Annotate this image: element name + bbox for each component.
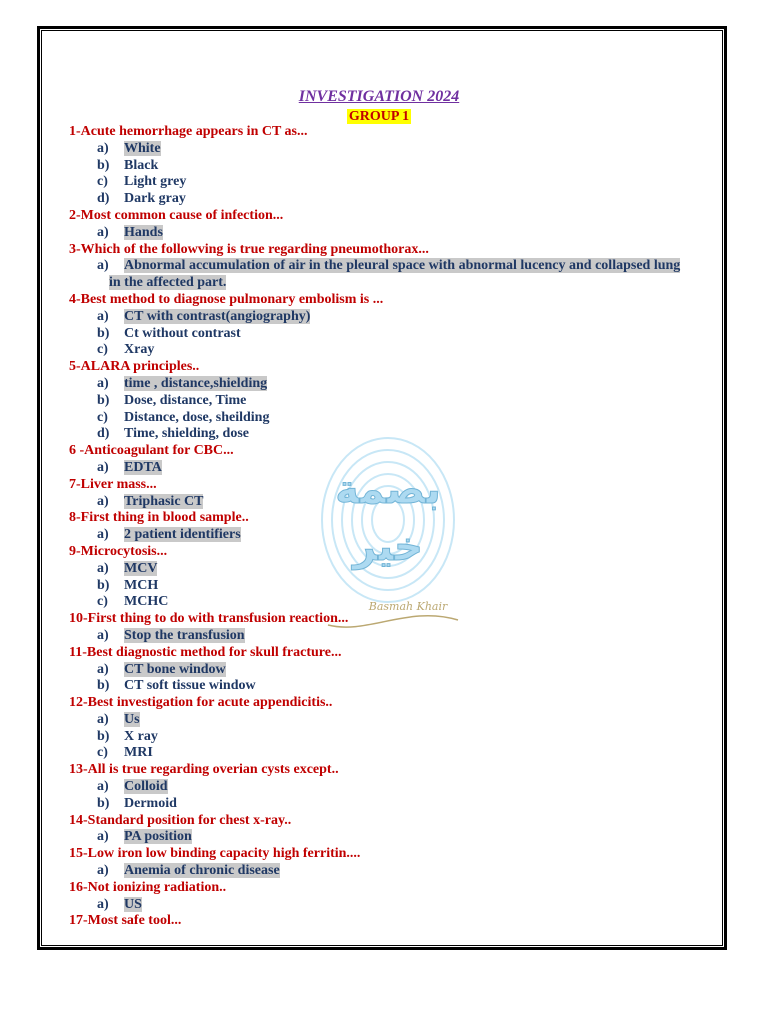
answer-option [69,628,689,645]
answer-option [69,779,689,796]
exam-content [69,87,689,930]
question-text: 2-Most common cause of infection... [69,207,284,223]
answer-option [69,897,689,914]
option-letter: b) [97,157,110,173]
correct-answer-text: Anemia of chronic disease [124,863,280,879]
answer-option [69,309,689,326]
option-letter: a) [97,711,109,727]
question-text: 7-Liver mass... [69,476,157,492]
question-text: 15-Low iron low binding capacity high ferritin.... [69,846,361,862]
option-letter: a) [97,627,109,643]
question-text: 3-Which of the followving is true regarding pneumothorax... [69,241,429,257]
option-letter: c) [97,342,108,358]
svg-text:Basmah Khair: Basmah Khair [368,600,448,613]
answer-option [69,342,689,359]
answer-option [69,578,689,595]
answer-option [69,678,689,695]
option-letter: b) [97,678,110,694]
answer-option [69,829,689,846]
answer-option [69,863,689,880]
question-text: 16-Not ionizing radiation.. [69,879,227,895]
option-letter: c) [97,745,108,761]
question-text: 6 -Anticoagulant for CBC... [69,443,234,459]
answer-option [69,796,689,813]
option-text: MCH [124,577,159,593]
option-letter: a) [97,661,109,677]
option-text: Distance, dose, sheilding [124,409,270,425]
correct-answer-text: PA position [124,829,192,845]
answer-option [69,410,689,427]
question-text: 13-All is true regarding overian cysts except.. [69,762,339,778]
answer-option [69,745,689,762]
option-letter: d) [97,191,110,207]
correct-answer-text: US [124,896,142,912]
option-text: Light grey [124,174,187,190]
option-letter: c) [97,594,108,610]
answer-option [69,712,689,729]
correct-answer-text: Colloid [124,779,168,795]
correct-answer-text: Stop the transfusion [124,627,245,643]
answer-option [69,460,689,477]
question-text: 11-Best diagnostic method for skull fracture... [69,644,342,660]
question-text: 1-Acute hemorrhage appears in CT as... [69,124,308,139]
question-text: 5-ALARA principles.. [69,359,200,375]
answer-option [69,561,689,578]
svg-text:بصمة: بصمة [335,467,441,513]
option-letter: a) [97,863,109,879]
answer-option [69,225,689,242]
option-letter: b) [97,325,110,341]
option-letter: a) [97,459,109,475]
answer-option [69,729,689,746]
answer-option [69,426,689,443]
option-text: X ray [124,728,158,744]
option-text: Time, shielding, dose [124,426,249,442]
correct-answer-text: Hands [124,224,163,240]
option-letter: a) [97,308,109,324]
option-letter: b) [97,577,110,593]
answer-option [69,174,689,191]
answer-option [69,376,689,393]
option-text: Dark gray [124,191,186,207]
option-letter: a) [97,224,109,240]
answer-option [69,594,689,611]
group-label-text: GROUP 1 [348,109,410,124]
group-label [69,107,689,124]
svg-text:خير: خير [352,524,424,570]
option-text: Ct without contrast [124,325,241,341]
correct-answer-text: MCV [124,560,158,576]
answer-option [69,527,689,544]
option-letter: b) [97,795,110,811]
option-letter: c) [97,174,108,190]
option-letter: a) [97,896,109,912]
correct-answer-text: CT with contrast(angiography) [124,308,311,324]
option-letter: a) [97,829,109,845]
answer-option [69,494,689,511]
answer-option [69,258,689,292]
answer-option [69,141,689,158]
question-text: 17-Most safe tool... [69,913,182,929]
question-text: 12-Best investigation for acute appendicitis.. [69,695,333,711]
correct-answer-text: EDTA [124,459,162,475]
option-text: CT soft tissue window [124,678,256,694]
question-text: 9-Microcytosis... [69,543,168,559]
document-title: INVESTIGATION 2024 [298,88,460,105]
correct-answer-text: 2 patient identifiers [124,527,241,543]
question-text: 10-First thing to do with transfusion reaction... [69,611,349,627]
option-letter: a) [97,493,109,509]
option-letter: a) [97,560,109,576]
question-text: 8-First thing in blood sample.. [69,510,249,526]
option-text: Xray [124,342,155,358]
option-letter: b) [97,728,110,744]
option-letter: a) [97,258,109,274]
question-text: 4-Best method to diagnose pulmonary embolism is ... [69,291,384,307]
answer-option [69,326,689,343]
correct-answer-text: time , distance,shielding [124,375,268,391]
option-letter: b) [97,392,110,408]
answer-option [69,158,689,175]
option-text: MCHC [124,594,169,610]
answer-option [69,191,689,208]
option-text: MRI [124,745,153,761]
option-text: Dose, distance, Time [124,392,247,408]
correct-answer-text: Abnormal accumulation of air in the pleural space with abnormal lucency and collapsed lung in the affected part. [109,258,681,291]
correct-answer-text: Us [124,711,140,727]
option-text: Black [124,157,159,173]
option-letter: a) [97,375,109,391]
question-list [69,124,689,930]
option-letter: a) [97,779,109,795]
correct-answer-text: White [124,140,161,156]
question-text: 14-Standard position for chest x-ray.. [69,812,292,828]
option-letter: a) [97,140,109,156]
option-text: Dermoid [124,795,177,811]
option-letter: c) [97,409,108,425]
correct-answer-text: CT bone window [124,661,226,677]
correct-answer-text: Triphasic CT [124,493,204,509]
answer-option [69,662,689,679]
answer-option [69,393,689,410]
option-letter: d) [97,426,110,442]
option-letter: a) [97,527,109,543]
